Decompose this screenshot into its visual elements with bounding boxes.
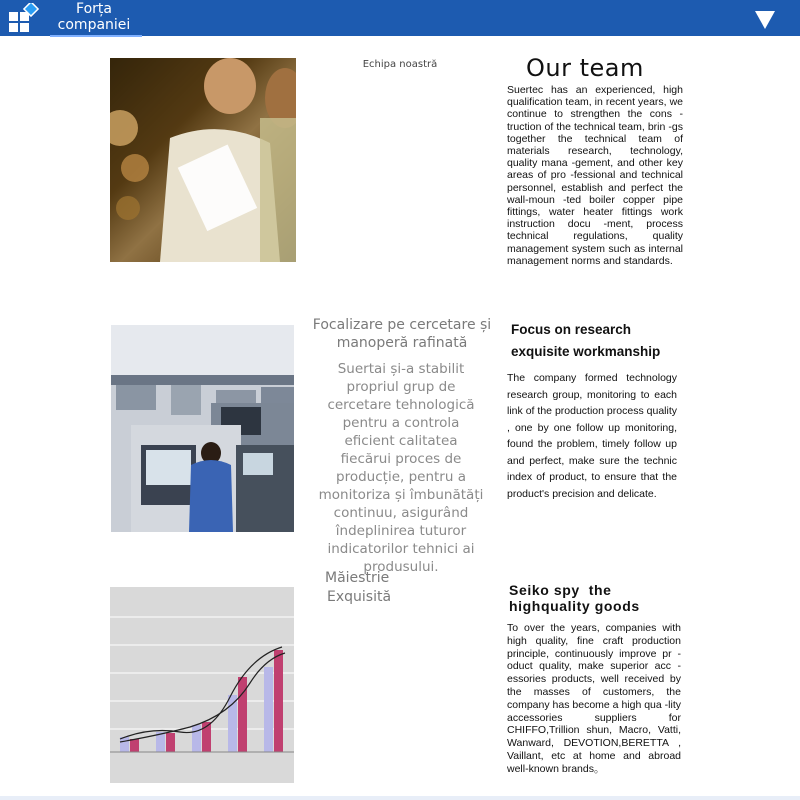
title-underline xyxy=(50,35,142,37)
research-body-ro: Suertai și-a stabilit propriul grup de cercetare tehnologică pentru a controla eficient calitatea fiecărui proces de producție, pentru a monitoriza și îmbunătăți continuu, asigurând îndeplinirea tuturor indicatorilor tehnici ai produsului. xyxy=(318,361,484,575)
quality-title-ro-2: Exquisită xyxy=(327,589,392,605)
quality-title-en-1: Seiko spy the xyxy=(509,582,612,598)
research-title-en-2: exquisite workmanship xyxy=(511,344,661,359)
factory-photo xyxy=(111,325,294,532)
grid-logo-icon[interactable] xyxy=(8,3,40,33)
top-bar xyxy=(0,0,800,36)
research-title-en-1: Focus on research xyxy=(511,322,632,337)
quality-title-ro-1: Măiestrie xyxy=(325,570,390,586)
quality-chart-photo xyxy=(110,587,294,783)
quality-title-en-2: highquality goods xyxy=(509,598,640,614)
quality-body-en: To over the years, companies with high quality, fine craft production principle, continuously improve pr -oduct quality, make superior acc -essories products, well received by the masses of customers, the company has become a high qua -lity accessories suppliers for CHIFFO,Trillion shun, Macro, Vatti, Wanward, DEVOTION,BERETTA , Vaillant, etc at home and abroad well-known brands。 xyxy=(507,622,681,775)
bottom-border xyxy=(0,796,800,800)
research-body-en: The company formed technology research group, monitoring to each link of the production process quality , one by one follow up monitoring, found the problem, timely follow up and perfect, make sure the technic index of product, to ensure that the product's precision and delicate. xyxy=(507,372,677,500)
page-title: Forța companiei xyxy=(57,1,131,33)
team-photo xyxy=(110,58,296,262)
team-title-en: Our team xyxy=(526,54,644,82)
research-title-ro: Focalizare pe cercetare și manoperă rafinată xyxy=(312,317,492,351)
team-body-en: Suertec has an experienced, high qualification team, in recent years, we continue to strengthen the cons -truction of the technical team, brin -gs together the technical team of materials research, technology, quality mana -gement, and other key areas of pro -fessional and technical personnel, establish and perfect the wall-moun -ted boiler copper pipe fittings, water heater fittings work instruction docu -ment, process technical regulations, quality management system such as internal management norms and standards. xyxy=(507,84,683,267)
team-label-ro: Echipa noastră xyxy=(362,59,438,70)
triangle-down-icon[interactable] xyxy=(754,10,776,30)
